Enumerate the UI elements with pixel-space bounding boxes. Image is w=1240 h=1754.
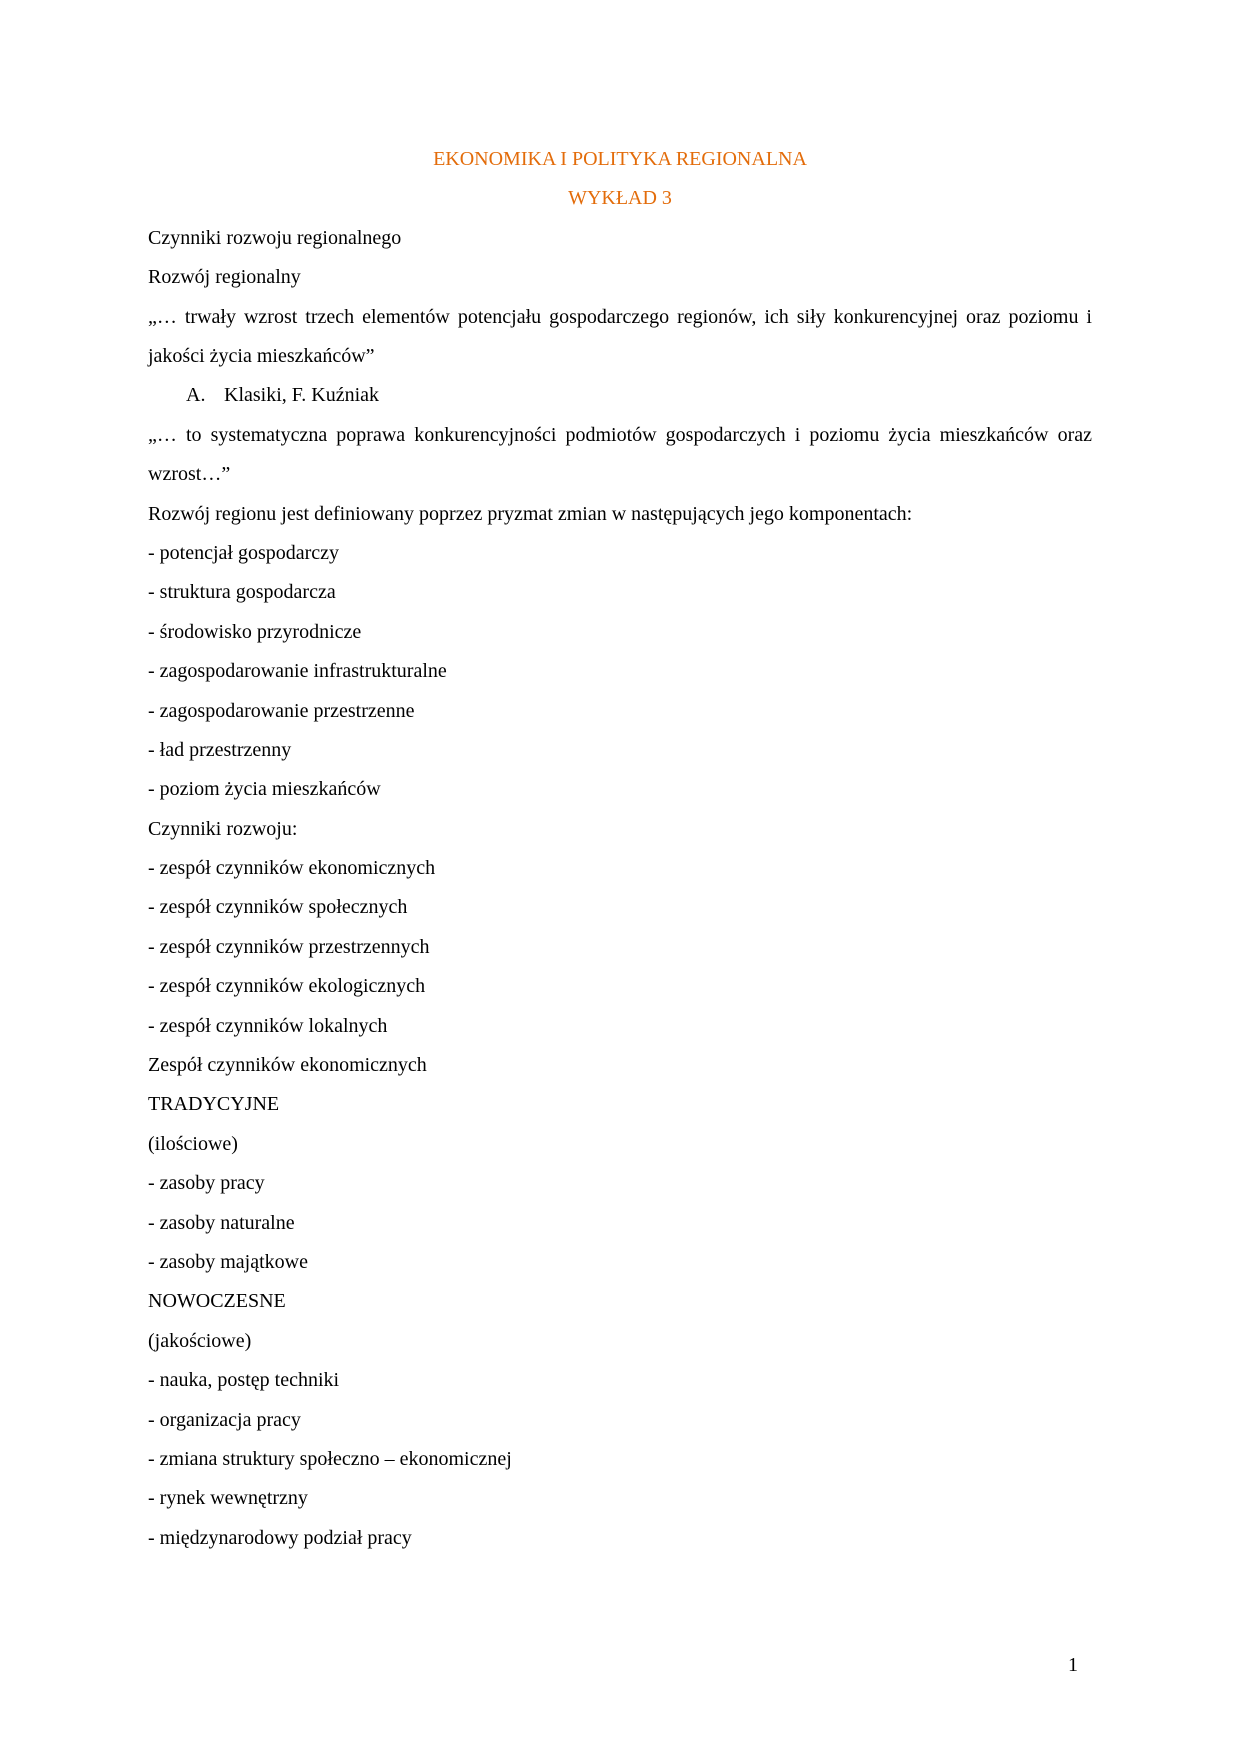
list-item: - potencjał gospodarczy bbox=[148, 541, 340, 564]
modern-list bbox=[148, 1361, 1092, 1558]
list-item: - zmiana struktury społeczno – ekonomicznej bbox=[148, 1447, 512, 1470]
lecture-number: WYKŁAD 3 bbox=[568, 187, 672, 210]
quote-author bbox=[148, 376, 1092, 415]
modern-sublabel: (jakościowe) bbox=[148, 1329, 252, 1352]
list-item: - międzynarodowy podział pracy bbox=[148, 1526, 412, 1549]
list-item: - organizacja pracy bbox=[148, 1408, 301, 1431]
list-item: - zagospodarowanie infrastrukturalne bbox=[148, 660, 447, 683]
economic-factors-heading: Zespół czynników ekonomicznych bbox=[148, 1054, 427, 1077]
section-heading-factors: Czynniki rozwoju regionalnego bbox=[148, 226, 402, 249]
factors-list bbox=[148, 849, 1092, 1046]
traditional-sublabel: (ilościowe) bbox=[148, 1132, 238, 1155]
list-item: - zespół czynników ekologicznych bbox=[148, 975, 426, 998]
list-item: - zespół czynników przestrzennych bbox=[148, 935, 430, 958]
list-item: - zasoby pracy bbox=[148, 1172, 265, 1195]
list-item: - rynek wewnętrzny bbox=[148, 1487, 308, 1510]
list-item: - nauka, postęp techniki bbox=[148, 1369, 340, 1392]
document-page bbox=[148, 140, 1092, 1558]
list-item: - zasoby naturalne bbox=[148, 1211, 295, 1234]
author-name: Klasiki, F. Kuźniak bbox=[224, 384, 380, 407]
list-item: - zespół czynników społecznych bbox=[148, 896, 408, 919]
section-heading-development: Rozwój regionalny bbox=[148, 266, 301, 289]
author-list-marker: A. bbox=[186, 384, 206, 407]
list-item: - zespół czynników lokalnych bbox=[148, 1014, 388, 1037]
components-list bbox=[148, 534, 1092, 810]
list-item: - zespół czynników ekonomicznych bbox=[148, 857, 436, 880]
definition-intro: Rozwój regionu jest definiowany poprzez pryzmat zmian w następujących jego komponentach: bbox=[148, 502, 913, 525]
list-item: - poziom życia mieszkańców bbox=[148, 778, 381, 801]
list-item: - zasoby majątkowe bbox=[148, 1251, 308, 1273]
traditional-list bbox=[148, 1164, 1092, 1282]
document-title: EKONOMIKA I POLITYKA REGIONALNA bbox=[433, 148, 807, 170]
list-item: - ład przestrzenny bbox=[148, 738, 292, 761]
list-item: - zagospodarowanie przestrzenne bbox=[148, 699, 415, 722]
quote-definition-2: „… to systematyczna poprawa konkurencyjności podmiotów gospodarczych i poziomu życia mieszkańców oraz wzrost…” bbox=[148, 423, 1092, 486]
page-number: 1 bbox=[1068, 1654, 1078, 1676]
list-item: - środowisko przyrodnicze bbox=[148, 620, 362, 643]
quote-definition-1: „… trwały wzrost trzech elementów potencjału gospodarczego regionów, ich siły konkurencyjnej oraz poziomu i jakości życia mieszkańców” bbox=[148, 305, 1092, 367]
list-item: - struktura gospodarcza bbox=[148, 581, 336, 604]
traditional-label: TRADYCYJNE bbox=[148, 1093, 280, 1116]
modern-label: NOWOCZESNE bbox=[148, 1290, 286, 1313]
factors-heading: Czynniki rozwoju: bbox=[148, 817, 298, 840]
